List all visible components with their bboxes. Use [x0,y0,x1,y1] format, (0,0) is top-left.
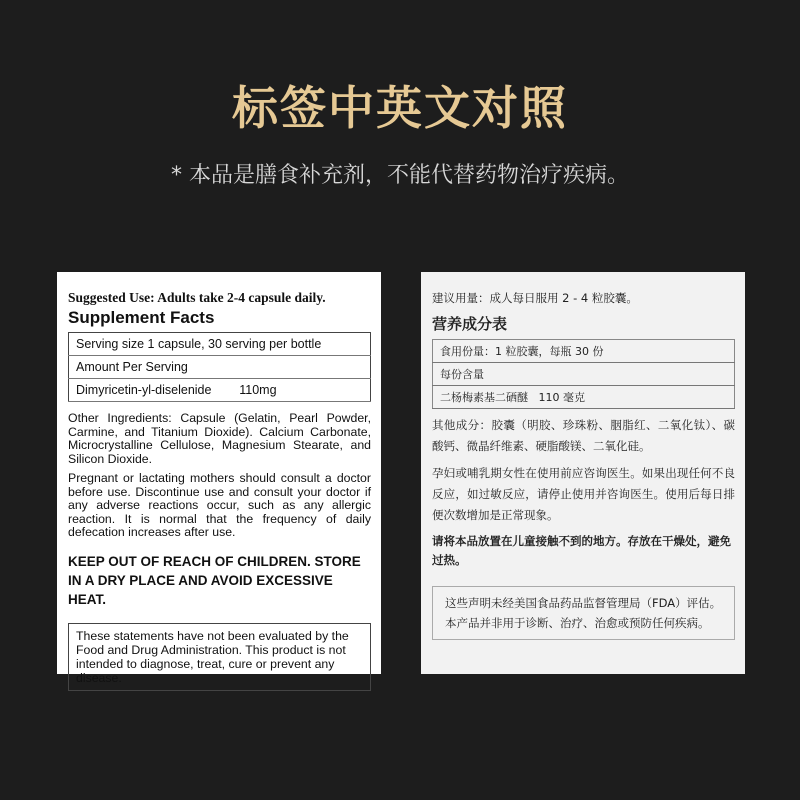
suggested-use: 建议用量：成人每日服用 2 - 4 粒胶囊。 [432,291,638,305]
facts-row: Dimyricetin-yl-diselenide 110mg [69,379,371,402]
page-subtitle: * 本品是膳食补充剂，不能代替药物治疗疾病。 [171,163,629,188]
storage-warning: 请将本品放置在儿童接触不到的地方。存放在干燥处，避免过热。 [432,534,731,567]
facts-row: 食用份量：1 粒胶囊，每瓶 30 份 [433,340,735,363]
facts-row: 二杨梅素基二硒醚 110 毫克 [433,386,735,409]
suggested-use: Suggested Use: Adults take 2-4 capsule daily. [68,290,326,305]
english-label-panel [57,272,381,685]
page-title: 标签中英文对照 [232,81,568,135]
facts-table [432,339,735,409]
facts-row: 每份含量 [433,363,735,386]
pregnancy-notice: 孕妇或哺乳期女性在使用前应咨询医生。如果出现任何不良反应，如过敏反应，请停止使用并咨询医生。使用后每日排便次数增加是正常现象。 [432,466,735,522]
facts-title: 营养成分表 [432,315,508,333]
facts-table [68,332,371,402]
facts-row: Amount Per Serving [69,356,371,379]
fda-disclaimer: These statements have not been evaluated by the Food and Drug Administration. This product is not intended to diagnose, treat, cure or prevent any disease. [68,623,371,691]
other-ingredients: 其他成分：胶囊（明胶、珍珠粉、胭脂红、二氧化钛）、碳酸钙、微晶纤维素、硬脂酸镁、二氧化硅。 [432,418,735,453]
fda-disclaimer: 这些声明未经美国食品药品监督管理局（FDA）评估。本产品并非用于诊断、治疗、治愈或预防任何疾病。 [432,586,735,640]
other-ingredients: Other Ingredients: Capsule (Gelatin, Pearl Powder, Carmine, and Titanium Dioxide). Calcium Carbonate, Microcrystalline Cellulose, Magnesium Stearate, and Silicon Dioxide. [68,411,371,466]
facts-row: Serving size 1 capsule, 30 serving per bottle [69,333,371,356]
pregnancy-notice: Pregnant or lactating mothers should consult a doctor before use. Discontinue use and consult your doctor if any adverse reactions occur, such as any allergic reaction. It is normal that the frequency of daily defecation increases after use. [68,471,371,539]
storage-warning: KEEP OUT OF REACH OF CHILDREN. STORE IN A DRY PLACE AND AVOID EXCESSIVE HEAT. [68,553,361,607]
facts-title: Supplement Facts [68,308,215,327]
chinese-label-panel [421,272,745,674]
